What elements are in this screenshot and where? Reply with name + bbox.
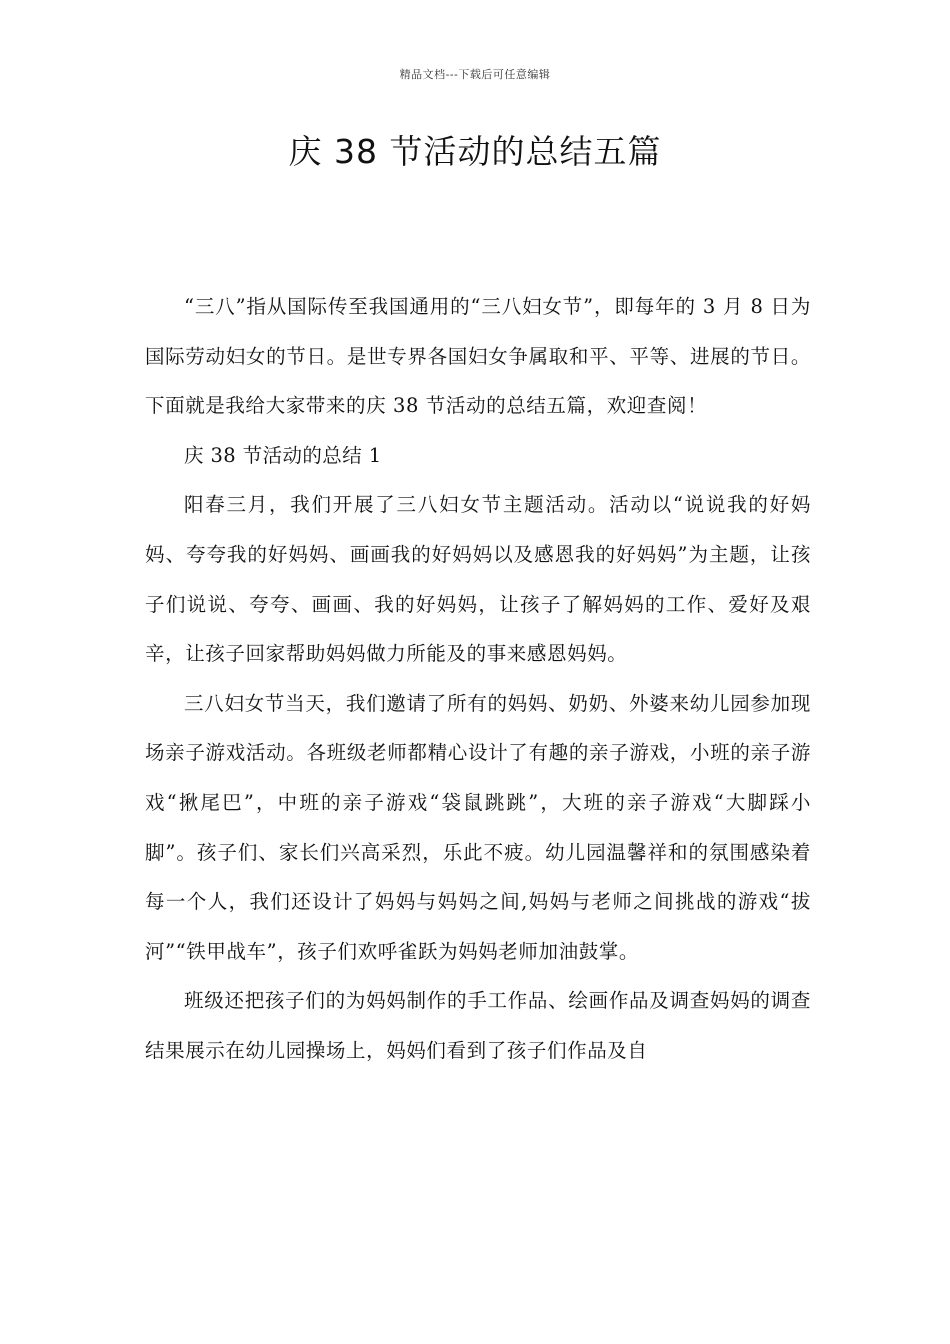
section-heading-1: 庆 38 节活动的总结 1 [184, 443, 382, 467]
body-paragraph-2: 三八妇女节当天，我们邀请了所有的妈妈、奶奶、外婆来幼儿园参加现场亲子游戏活动。各班级老师都精心设计了有趣的亲子游戏，小班的亲子游戏“揪尾巴”，中班的亲子游戏“袋鼠跳跳”，大班的亲子游戏“大脚踩小脚”。孩子们、家长们兴高采烈，乐此不疲。幼儿园温馨祥和的氛围感染着每一个人，我们还设计了妈妈与妈妈之间,妈妈与老师之间挑战的游戏“拔河”“铁甲战车”，孩子们欢呼雀跃为妈妈老师加油鼓掌。 [145, 691, 811, 963]
document-title: 庆 38 节活动的总结五篇 [288, 132, 662, 171]
intro-paragraph: “三八”指从国际传至我国通用的“三八妇女节”，即每年的 3 月 8 日为国际劳动妇女的节日。是世专界各国妇女争属取和平、平等、进展的节日。下面就是我给大家带来的庆 38 节活动的总结五篇，欢迎查阅！ [145, 295, 811, 418]
body-paragraph-3: 班级还把孩子们的为妈妈制作的手工作品、绘画作品及调查妈妈的调查结果展示在幼儿园操场上，妈妈们看到了孩子们作品及自 [145, 989, 811, 1062]
document-body [145, 282, 811, 1076]
body-paragraph-1: 阳春三月，我们开展了三八妇女节主题活动。活动以“说说我的好妈妈、夸夸我的好妈妈、画画我的好妈妈以及感恩我的好妈妈”为主题，让孩子们说说、夸夸、画画、我的好妈妈，让孩子了解妈妈的工作、爱好及艰辛，让孩子回家帮助妈妈做力所能及的事来感恩妈妈。 [145, 493, 811, 666]
header-note: 精品文档---下载后可任意编辑 [399, 68, 551, 81]
